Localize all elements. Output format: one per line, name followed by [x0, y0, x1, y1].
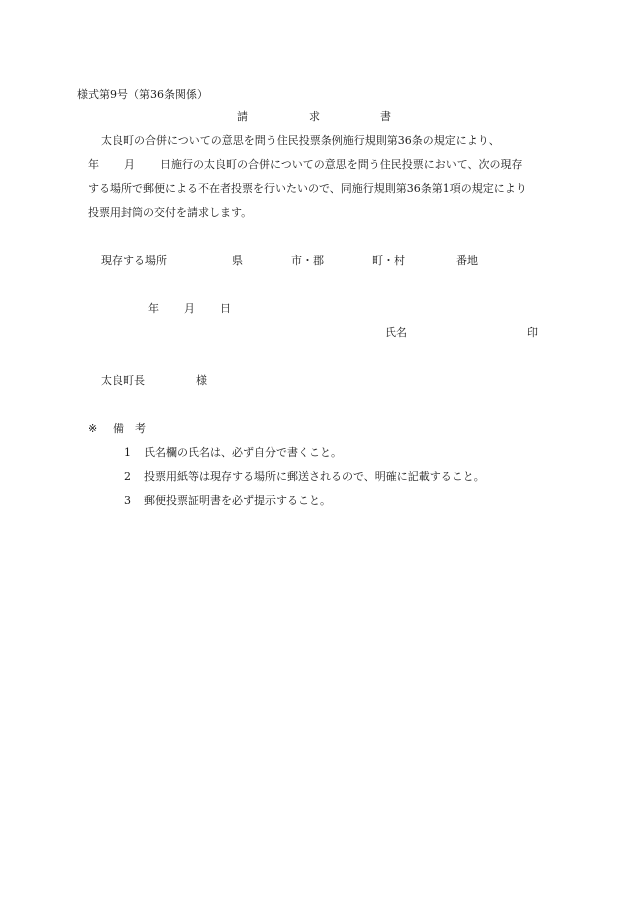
request-date-month: 月	[184, 302, 195, 315]
form-number: 様式第9号（第36条関係）	[77, 88, 208, 101]
signature-name-label: 氏名	[385, 326, 407, 339]
body-line-1: 太良町の合併についての意思を問う住民投票条例施行規則第36条の規定により、	[101, 134, 500, 147]
note-number: 2	[124, 470, 131, 483]
body-date-month: 月	[124, 158, 135, 171]
body-line-2: 日施行の太良町の合併についての意思を問う住民投票において、次の現存	[160, 158, 523, 171]
remarks-title: 備 考	[113, 422, 146, 435]
body-date-year: 年	[88, 158, 99, 171]
note-text: 郵便投票証明書を必ず提示すること。	[144, 494, 331, 507]
address-prefecture: 県	[232, 254, 243, 267]
signature-seal-label: 印	[527, 326, 538, 339]
note-text: 氏名欄の氏名は、必ず自分で書くこと。	[144, 446, 342, 459]
address-town-village: 町・村	[372, 254, 405, 267]
note-number: 1	[124, 446, 131, 459]
title-char-1: 請	[237, 110, 248, 123]
address-city-county: 市・郡	[291, 254, 324, 267]
request-date-year: 年	[148, 302, 159, 315]
title-char-2: 求	[309, 110, 320, 123]
body-line-4: 投票用封筒の交付を請求します。	[88, 206, 253, 219]
addressee-title: 太良町長	[101, 374, 145, 387]
address-lot: 番地	[456, 254, 478, 267]
note-text: 投票用紙等は現存する場所に郵送されるので、明確に記載すること。	[144, 470, 485, 483]
title-char-3: 書	[380, 110, 391, 123]
address-label: 現存する場所	[101, 254, 167, 267]
request-date-day: 日	[220, 302, 231, 315]
note-number: 3	[124, 494, 131, 507]
addressee-honorific: 様	[196, 374, 207, 387]
remarks-mark: ※	[88, 422, 98, 435]
body-line-3: する場所で郵便による不在者投票を行いたいので、同施行規則第36条第1項の規定により	[88, 182, 527, 195]
